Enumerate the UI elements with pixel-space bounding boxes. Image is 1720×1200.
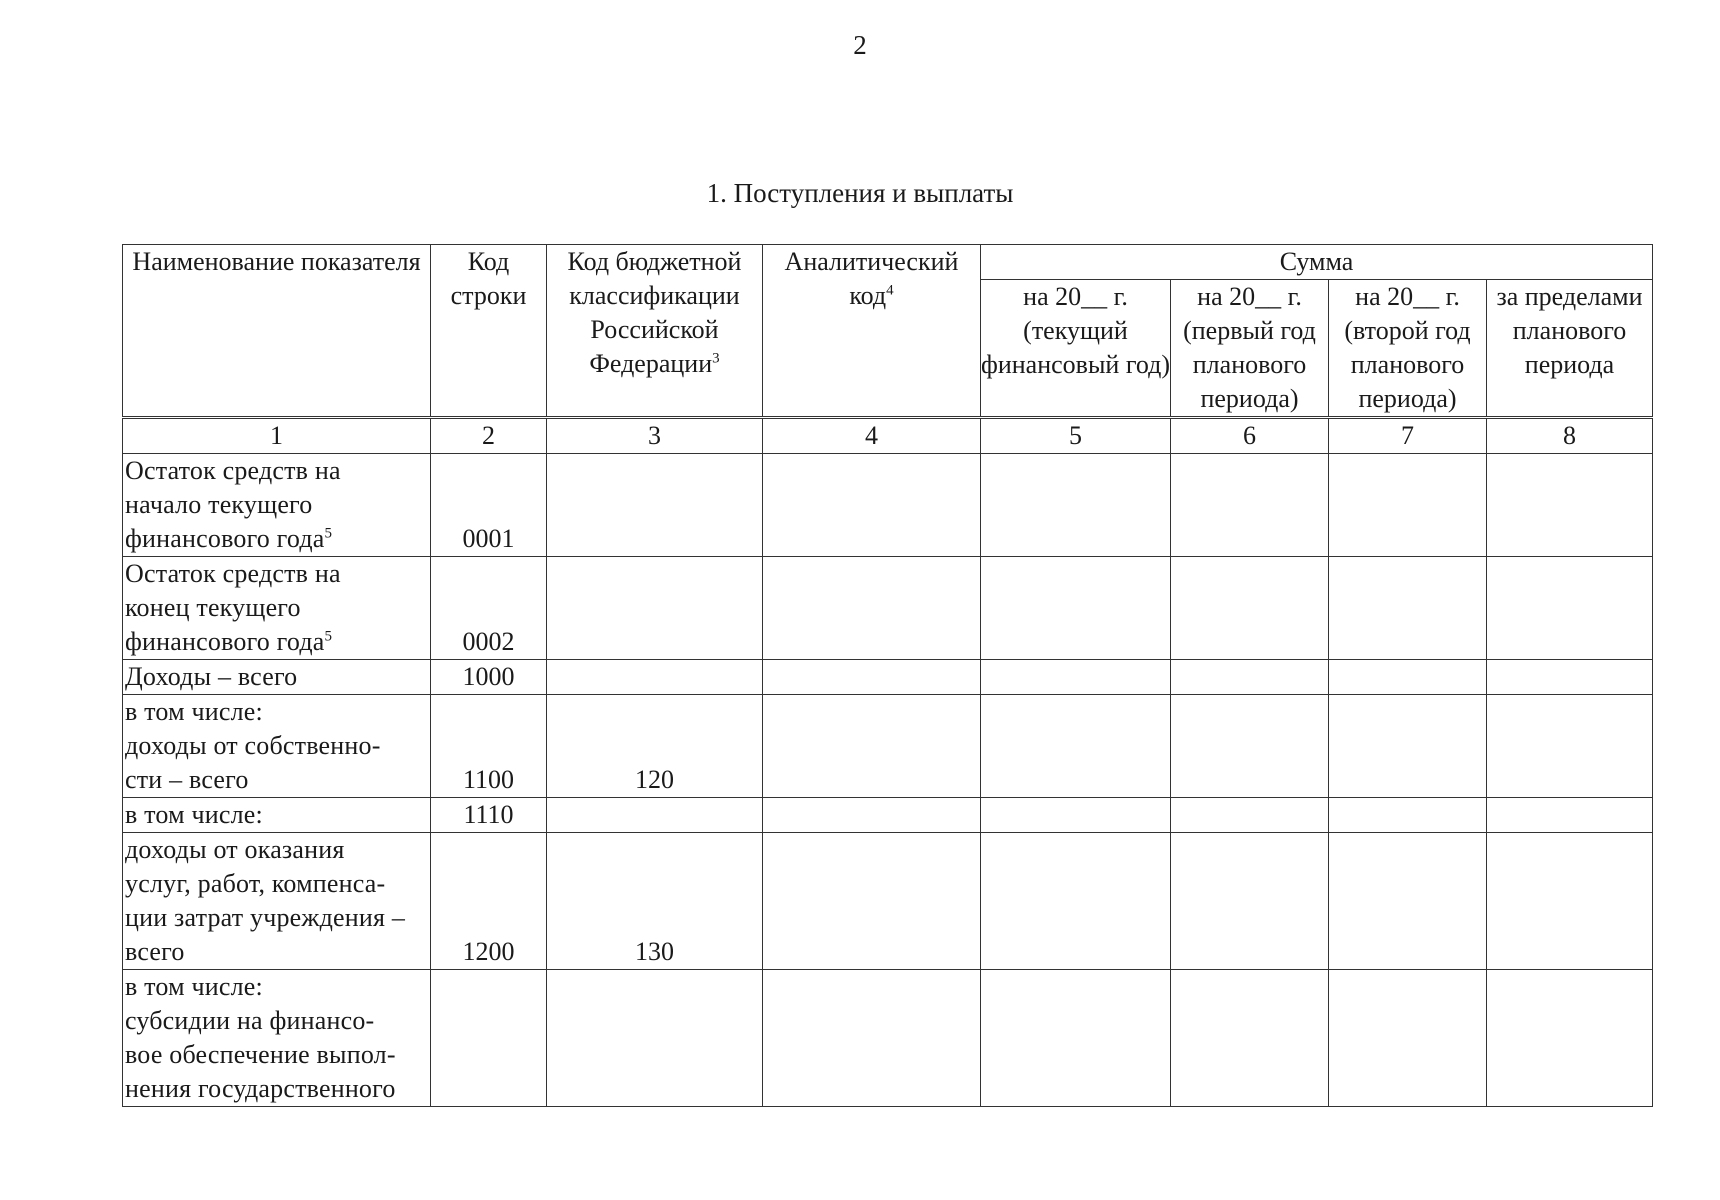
row-sum-second [1329,833,1487,970]
row-sum-second [1329,557,1487,660]
table-row [123,970,1653,1107]
header-sum-first-plan-year: на 20__ г. (первый год планового периода) [1171,280,1329,418]
row-sum-beyond [1487,970,1653,1107]
row-sum-second [1329,454,1487,557]
row-sum-beyond [1487,454,1653,557]
row-name: в том числе: субсидии на финансо- вое обеспечение выпол- нения государственного [123,970,431,1107]
row-name: Доходы – всего [123,660,431,695]
header-analytic-code-text: Аналитический код [784,247,959,310]
column-numbers-row [123,418,1653,454]
header-name: Наименование показателя [123,245,431,418]
row-name-text: Остаток средств на начало текущего финансового года [125,456,341,553]
row-sum-first [1171,833,1329,970]
row-code: 1110 [431,798,547,833]
receipts-payments-table [122,244,1653,1107]
row-sum-second [1329,695,1487,798]
row-code [431,970,547,1107]
row-code: 1100 [431,695,547,798]
row-sum-current [981,695,1171,798]
footnote-mark: 5 [324,525,333,542]
row-sum-first [1171,798,1329,833]
row-analytic-code [763,454,981,557]
row-name [123,557,431,660]
table-row [123,557,1653,660]
row-code: 1000 [431,660,547,695]
header-budget-code [547,245,763,418]
row-sum-beyond [1487,798,1653,833]
header-sum: Сумма [981,245,1653,280]
table-row [123,798,1653,833]
row-sum-beyond [1487,833,1653,970]
row-sum-second [1329,970,1487,1107]
header-row-code: Код строки [431,245,547,418]
row-sum-first [1171,695,1329,798]
table-row [123,454,1653,557]
table-row [123,833,1653,970]
row-name-text: Остаток средств на конец текущего финансового года [125,559,341,656]
row-budget-code: 120 [547,695,763,798]
row-sum-current [981,970,1171,1107]
header-sum-current-year: на 20__ г. (текущий финансовый год) [981,280,1171,418]
row-code: 1200 [431,833,547,970]
section-title: 1. Поступления и выплаты [706,178,1014,208]
row-budget-code [547,454,763,557]
column-number: 6 [1171,418,1329,454]
column-number: 8 [1487,418,1653,454]
row-name: доходы от оказания услуг, работ, компенса- ции затрат учреждения – всего [123,833,431,970]
row-analytic-code [763,695,981,798]
row-budget-code [547,660,763,695]
footnote-mark: 4 [886,282,894,299]
row-analytic-code [763,798,981,833]
row-budget-code [547,557,763,660]
row-sum-first [1171,454,1329,557]
row-sum-second [1329,798,1487,833]
footnote-mark: 3 [712,350,720,367]
row-analytic-code [763,557,981,660]
row-name: в том числе: [123,798,431,833]
table-row [123,660,1653,695]
header-sum-beyond-plan: за пределами планового периода [1487,280,1653,418]
row-sum-current [981,798,1171,833]
row-sum-current [981,833,1171,970]
header-sum-second-plan-year: на 20__ г. (второй год планового периода) [1329,280,1487,418]
row-sum-first [1171,557,1329,660]
footnote-mark: 5 [324,628,333,645]
row-budget-code [547,970,763,1107]
row-budget-code: 130 [547,833,763,970]
row-sum-first [1171,660,1329,695]
header-budget-code-text: Код бюджетной классификации Российской Федерации [567,247,742,378]
row-sum-current [981,557,1171,660]
row-sum-beyond [1487,695,1653,798]
header-row [123,245,1653,280]
row-sum-beyond [1487,557,1653,660]
row-analytic-code [763,970,981,1107]
row-code: 0001 [431,454,547,557]
row-sum-current [981,660,1171,695]
row-sum-first [1171,970,1329,1107]
column-number: 4 [763,418,981,454]
row-name: в том числе: доходы от собственно- сти – всего [123,695,431,798]
page-number: 2 [853,30,867,60]
column-number: 3 [547,418,763,454]
column-number: 2 [431,418,547,454]
column-number: 1 [123,418,431,454]
receipts-payments-table-wrap [122,244,1652,1107]
row-sum-second [1329,660,1487,695]
column-number: 7 [1329,418,1487,454]
row-analytic-code [763,833,981,970]
row-budget-code [547,798,763,833]
header-analytic-code [763,245,981,418]
column-number: 5 [981,418,1171,454]
table-row [123,695,1653,798]
row-code: 0002 [431,557,547,660]
row-sum-current [981,454,1171,557]
row-analytic-code [763,660,981,695]
row-name [123,454,431,557]
row-sum-beyond [1487,660,1653,695]
